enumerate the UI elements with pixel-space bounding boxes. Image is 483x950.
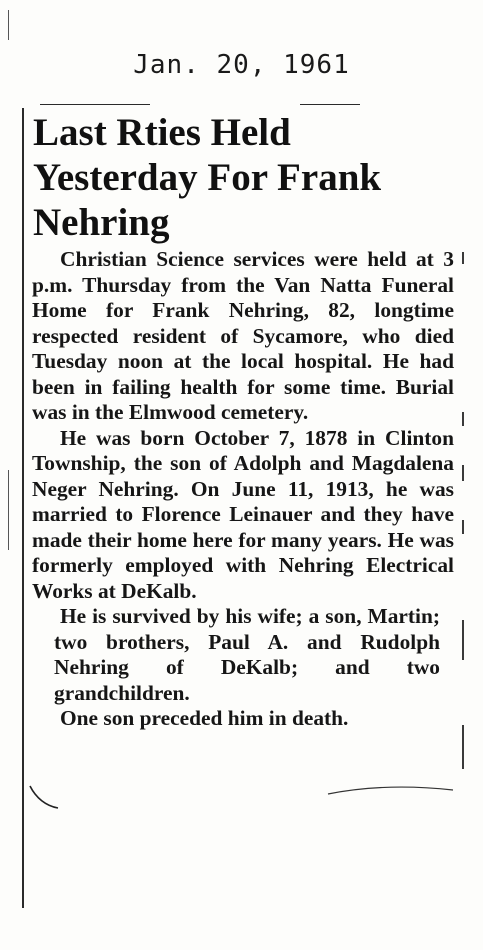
left-column-rule [22, 108, 24, 908]
top-border-rule-right [300, 104, 360, 105]
right-edge-mark [462, 620, 464, 660]
article-paragraph-preceded: One son preceded him in death. [60, 706, 349, 730]
right-edge-mark [462, 465, 464, 481]
right-edge-mark [462, 252, 464, 264]
right-edge-mark [462, 412, 464, 426]
left-margin-mark-2 [8, 470, 9, 550]
clipping-date: Jan. 20, 1961 [133, 50, 350, 80]
obituary-article [30, 110, 460, 732]
right-edge-mark [462, 725, 464, 769]
article-body [30, 247, 460, 732]
article-paragraph-biography: He was born October 7, 1878 in Clinton Township, the son of Adolph and Magdalena Neger Nehring. On June 11, 1913, he was married to Florence Leinauer and they have made their home here for many years. He was formerly employed with Nehring Electrical Works at DeKalb. [32, 425, 454, 603]
article-headline: Last Rties Held Yesterday For Frank Nehring [33, 111, 382, 244]
left-margin-mark [8, 10, 9, 40]
article-paragraph-survivors: He is survived by his wife; a son, Martin; two brothers, Paul A. and Rudolph Nehring of DeKalb; and two grandchildren. [54, 604, 440, 705]
right-edge-mark [462, 520, 464, 534]
article-paragraph-services: Christian Science services were held at 3 p.m. Thursday from the Van Natta Funeral Home for Frank Nehring, 82, longtime respected resident of Sycamore, who died Tuesday noon at the local hospital. He had been in failing health for some time. Burial was in the Elmwood cemetery. [32, 247, 454, 424]
top-border-rule [40, 104, 150, 105]
handwritten-bracket-mark [28, 784, 458, 824]
